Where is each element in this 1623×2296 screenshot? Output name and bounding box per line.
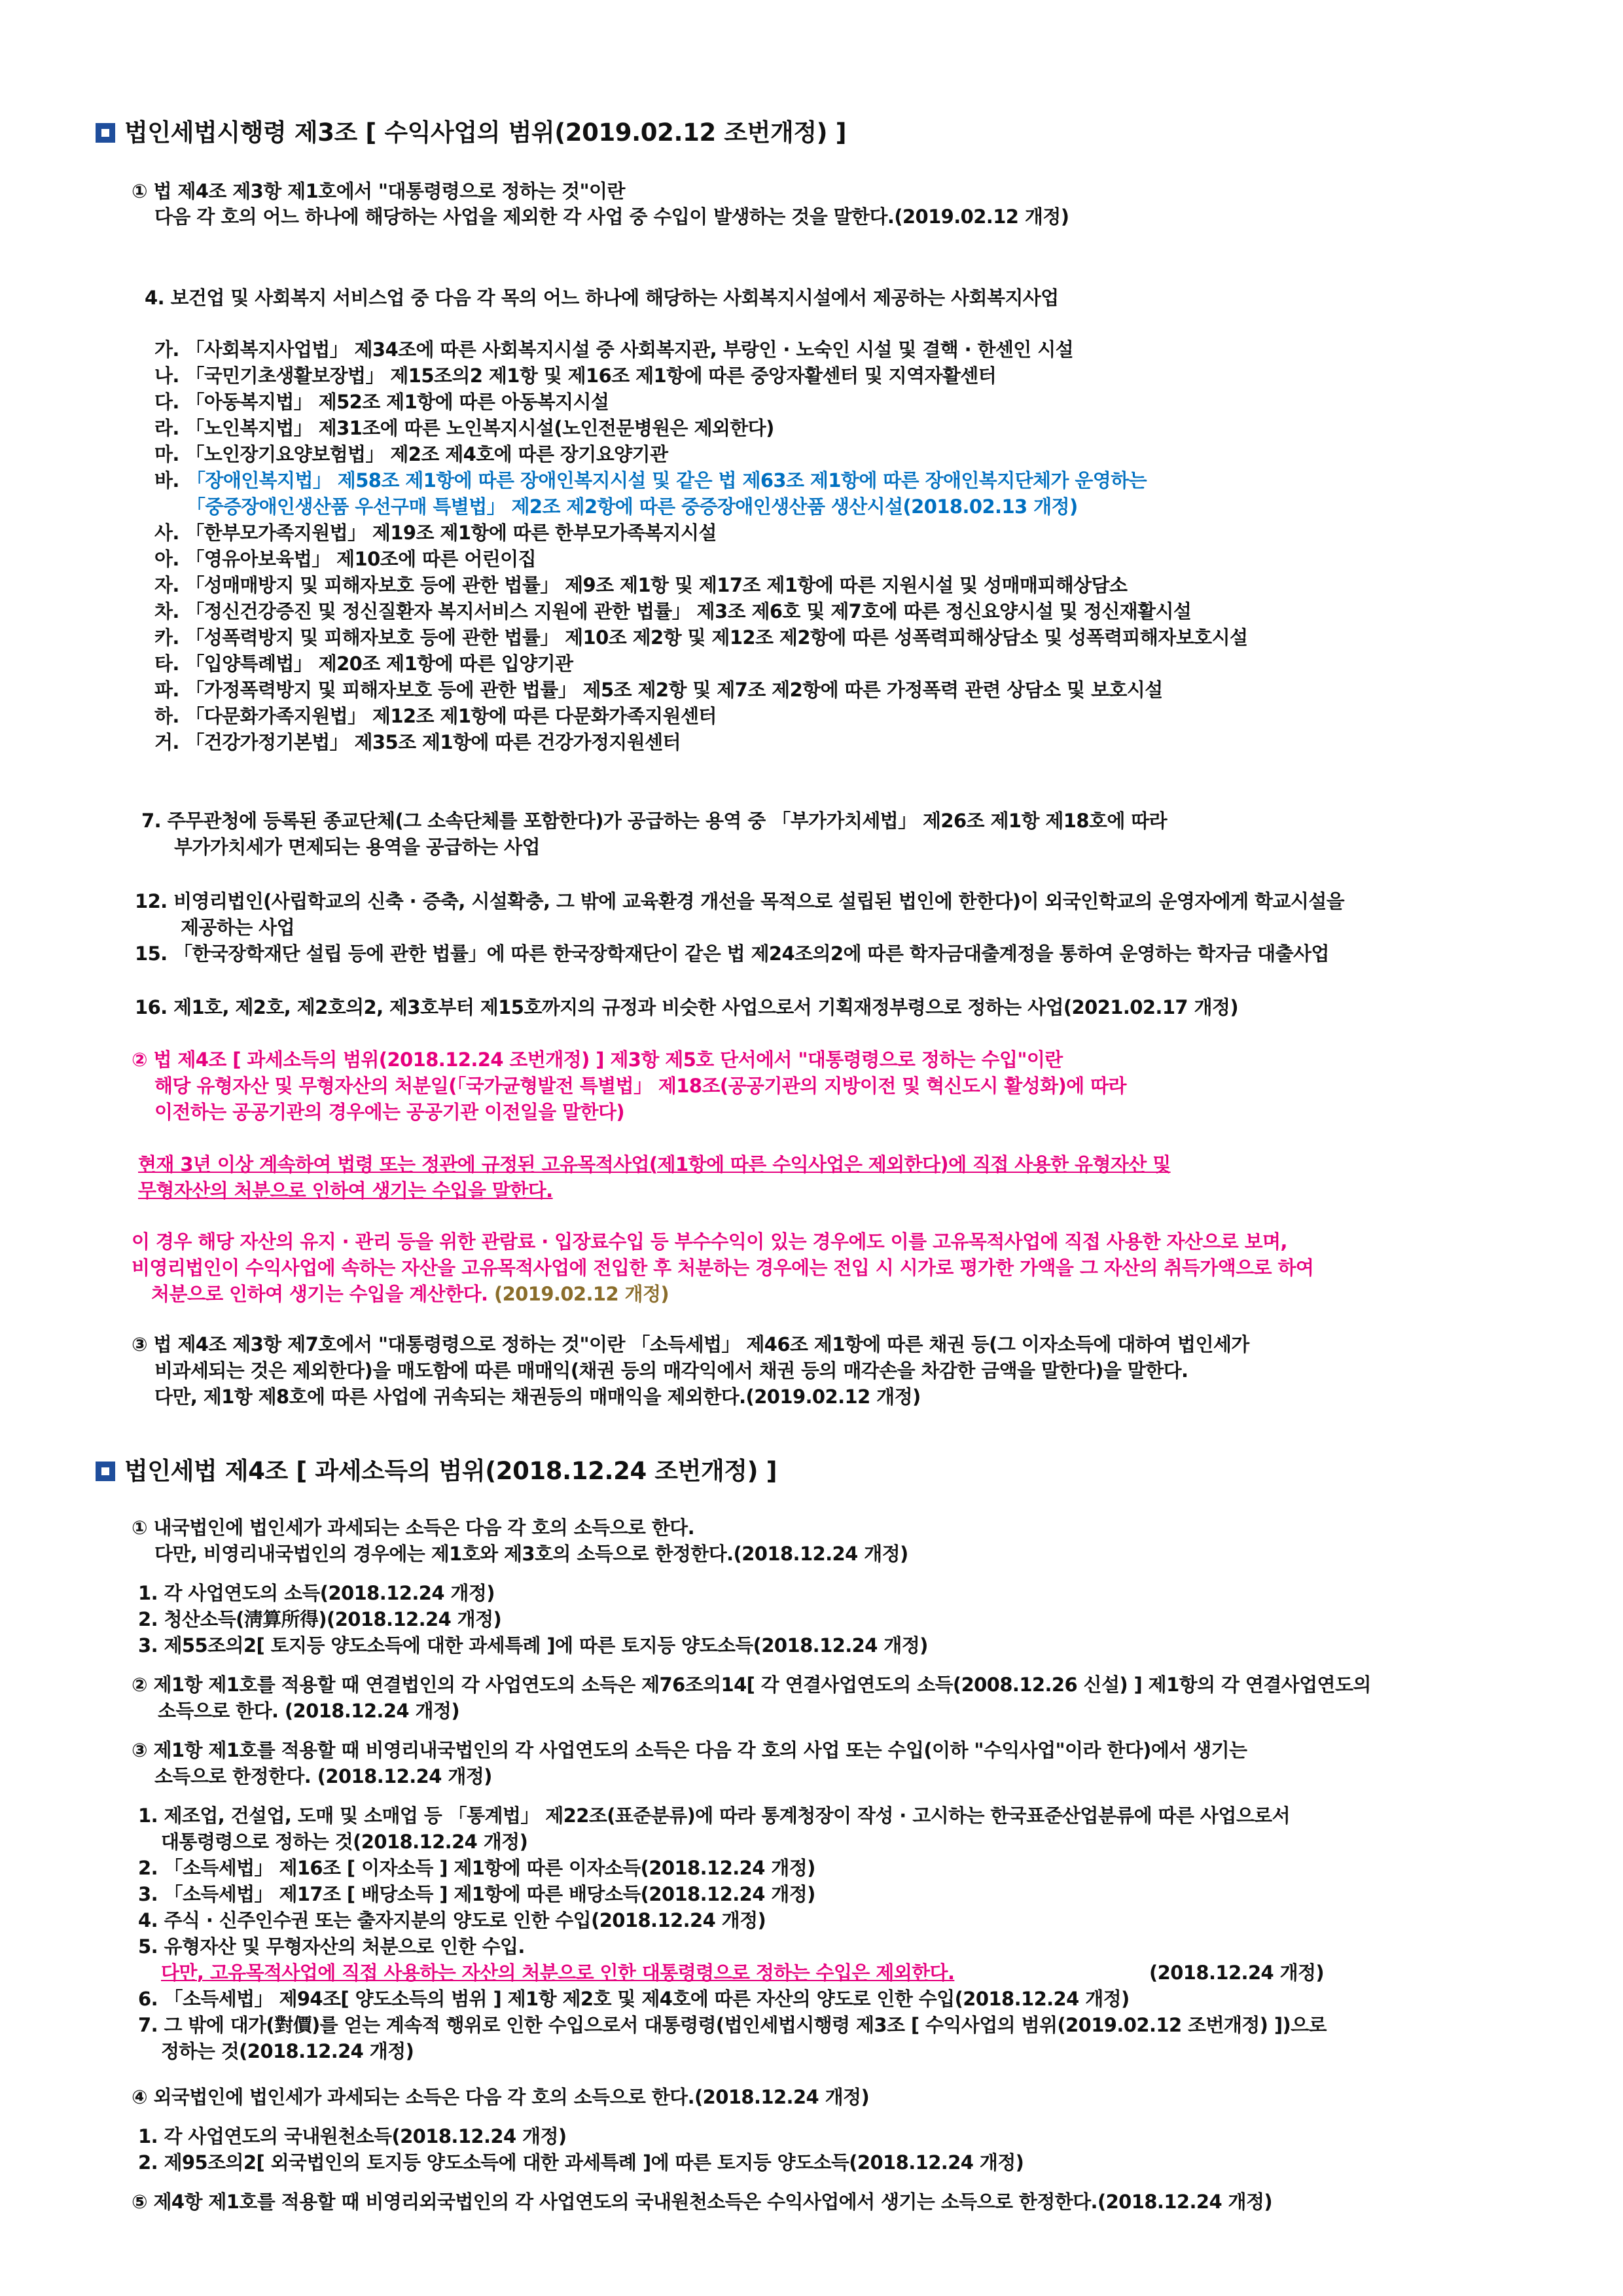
list-item: 7. 그 밖에 대가(對價)를 얻는 계속적 행위로 인한 수입으로서 대통령령(법인세법시행령 제3조 [ 수익사업의 범위(2019.02.12 조번개정) ])으로 (138, 2014, 1327, 2036)
paragraph-line: 비과세되는 것은 제외한다)을 매도함에 따른 매매익(채권 등의 매각익에서 채권 등의 매각손을 차감한 금액을 말한다)을 말한다. (154, 1359, 1188, 1382)
list-item: 4. 주식 · 신주인수권 또는 출자지분의 양도로 인한 수입(2018.12.24 개정) (138, 1909, 766, 1931)
list-item: 7. 주무관청에 등록된 종교단체(그 소속단체를 포함한다)가 공급하는 용역 중 「부가가치세법」 제26조 제1항 제18호에 따라 (141, 810, 1168, 832)
list-item: 아. 「영유아보육법」 제10조에 따른 어린이집 (154, 548, 536, 570)
list-item: 하. 「다문화가족지원법」 제12조 제1항에 따른 다문화가족지원센터 (154, 705, 717, 727)
paragraph-line: ③ 법 제4조 제3항 제7호에서 "대통령령으로 정하는 것"이란 「소득세법」 제46조 제1항에 따른 채권 등(그 이자소득에 대하여 법인세가 (132, 1333, 1249, 1355)
paragraph-line-highlight (151, 1282, 669, 1306)
list-item: 자. 「성매매방지 및 피해자보호 등에 관한 법률」 제9조 제1항 및 제17조 제1항에 따른 지원시설 및 성매매피해상담소 (154, 574, 1128, 596)
list-item: 제공하는 사업 (181, 916, 294, 939)
list-item: 파. 「가정폭력방지 및 피해자보호 등에 관한 법률」 제5조 제2항 및 제7조 제2항에 따른 가정폭력 관련 상담소 및 보호시설 (154, 679, 1163, 701)
paragraph-line-highlight: 이 경우 해당 자산의 유지 · 관리 등을 위한 관람료 · 입장료수입 등 부수수익이 있는 경우에도 이를 고유목적사업에 직접 사용한 자산으로 보며, (132, 1230, 1287, 1253)
list-item: 가. 「사회복지사업법」 제34조에 따른 사회복지시설 중 사회복지관, 부랑인 · 노숙인 시설 및 결핵 · 한센인 시설 (154, 338, 1074, 361)
list-item: 라. 「노인복지법」 제31조에 따른 노인복지시설(노인전문병원은 제외한다) (154, 417, 774, 439)
paragraph-line: 소득으로 한정한다. (2018.12.24 개정) (154, 1765, 492, 1787)
list-item: 15. 「한국장학재단 설립 등에 관한 법률」에 따른 한국장학재단이 같은 법 제24조의2에 따른 학자금대출계정을 통하여 운영하는 학자금 대출사업 (135, 942, 1329, 965)
list-item: 정하는 것(2018.12.24 개정) (161, 2040, 414, 2062)
section-bullet-icon (96, 123, 115, 143)
list-item: 1. 각 사업연도의 국내원천소득(2018.12.24 개정) (138, 2125, 567, 2147)
list-item: 나. 「국민기초생활보장법」 제15조의2 제1항 및 제16조 제1항에 따른 중앙자활센터 및 지역자활센터 (154, 365, 997, 387)
list-item: 3. 제55조의2[ 토지등 양도소득에 대한 과세특례 ]에 따른 토지등 양도소득(2018.12.24 개정) (138, 1634, 928, 1657)
list-item: 2. 「소득세법」 제16조 [ 이자소득 ] 제1항에 따른 이자소득(2018.12.24 개정) (138, 1857, 815, 1879)
paragraph-line-highlight: ② 법 제4조 [ 과세소득의 범위(2018.12.24 조번개정) ] 제3항 제5호 단서에서 "대통령령으로 정하는 수입"이란 (132, 1049, 1063, 1071)
list-item: 사. 「한부모가족지원법」 제19조 제1항에 따른 한부모가족복지시설 (154, 522, 717, 544)
section-heading: 법인세법 제4조 [ 과세소득의 범위(2018.12.24 조번개정) ] (124, 1457, 777, 1485)
list-item-highlight: 「장애인복지법」 제58조 제1항에 따른 장애인복지시설 및 같은 법 제63조 제1항에 따른 장애인복지단체가 운영하는 (187, 469, 1147, 492)
paragraph-line-highlight: 해당 유형자산 및 무형자산의 처분일(「국가균형발전 특별법」 제18조(공공기관의 지방이전 및 혁신도시 활성화)에 따라 (154, 1075, 1126, 1097)
list-item: 1. 각 사업연도의 소득(2018.12.24 개정) (138, 1582, 495, 1604)
list-item: 3. 「소득세법」 제17조 [ 배당소득 ] 제1항에 따른 배당소득(2018.12.24 개정) (138, 1883, 815, 1905)
list-item: 부가가치세가 면제되는 용역을 공급하는 사업 (174, 836, 540, 858)
list-item: 2. 청산소득(淸算所得)(2018.12.24 개정) (138, 1608, 502, 1630)
revision-date: (2018.12.24 개정) (1149, 1962, 1325, 1984)
list-item: 16. 제1호, 제2호, 제2호의2, 제3호부터 제15호까지의 규정과 비슷한 사업으로서 기획재정부령으로 정하는 사업(2021.02.17 개정) (135, 996, 1238, 1018)
paragraph-line: 소득으로 한다. (2018.12.24 개정) (158, 1700, 459, 1722)
paragraph-line-highlight: 비영리법인이 수익사업에 속하는 자산을 고유목적사업에 전입한 후 처분하는 경우에는 전입 시 시가로 평가한 가액을 그 자산의 취득가액으로 하여 (132, 1257, 1314, 1279)
paragraph-text: 처분으로 인하여 생기는 수입을 계산한다. (151, 1283, 488, 1305)
list-item-highlight: 「중증장애인생산품 우선구매 특별법」 제2조 제2항에 따른 중증장애인생산품 생산시설(2018.02.13 개정) (187, 495, 1078, 518)
list-item: 5. 유형자산 및 무형자산의 처분으로 인한 수입. (138, 1935, 525, 1958)
list-item: 차. 「정신건강증진 및 정신질환자 복지서비스 지원에 관한 법률」 제3조 제6호 및 제7호에 따른 정신요양시설 및 정신재활시설 (154, 600, 1192, 622)
list-item: 다. 「아동복지법」 제52조 제1항에 따른 아동복지시설 (154, 391, 609, 413)
paragraph-line: ② 제1항 제1호를 적용할 때 연결법인의 각 사업연도의 소득은 제76조의14[ 각 연결사업연도의 소득(2008.12.26 신설) ] 제1항의 각 연결사업연도의 (132, 1674, 1371, 1696)
paragraph-line: ① 법 제4조 제3항 제1호에서 "대통령령으로 정하는 것"이란 (132, 180, 625, 202)
paragraph-line: ⑤ 제4항 제1호를 적용할 때 비영리외국법인의 각 사업연도의 국내원천소득은 수익사업에서 생기는 소득으로 한정한다.(2018.12.24 개정) (132, 2191, 1273, 2213)
revision-date: (2019.02.12 개정) (493, 1283, 669, 1305)
list-item: 1. 제조업, 건설업, 도매 및 소매업 등 「통계법」 제22조(표준분류)에 따라 통계청장이 작성 · 고시하는 한국표준산업분류에 따른 사업으로서 (138, 1804, 1290, 1827)
paragraph-line: ① 내국법인에 법인세가 과세되는 소득은 다음 각 호의 소득으로 한다. (132, 1516, 695, 1539)
paragraph-line-underlined: 현재 3년 이상 계속하여 법령 또는 정관에 규정된 고유목적사업(제1항에 따른 수익사업은 제외한다)에 직접 사용한 유형자산 및 (138, 1153, 1171, 1175)
list-item: 2. 제95조의2[ 외국법인의 토지등 양도소득에 대한 과세특례 ]에 따른 토지등 양도소득(2018.12.24 개정) (138, 2151, 1024, 2174)
paragraph-line: 다만, 비영리내국법인의 경우에는 제1호와 제3호의 소득으로 한정한다.(2018.12.24 개정) (154, 1543, 908, 1565)
paragraph-line-underlined: 무형자산의 처분으로 인하여 생기는 수입을 말한다. (138, 1179, 553, 1202)
list-item: 카. 「성폭력방지 및 피해자보호 등에 관한 법률」 제10조 제2항 및 제12조 제2항에 따른 성폭력피해상담소 및 성폭력피해자보호시설 (154, 626, 1248, 649)
list-item: 6. 「소득세법」 제94조[ 양도소득의 범위 ] 제1항 제2호 및 제4호에 따른 자산의 양도로 인한 수입(2018.12.24 개정) (138, 1988, 1130, 2010)
list-item: 타. 「입양특례법」 제20조 제1항에 따른 입양기관 (154, 653, 573, 675)
paragraph-line: 다만, 제1항 제8호에 따른 사업에 귀속되는 채권등의 매매익을 제외한다.(2019.02.12 개정) (154, 1386, 921, 1408)
list-item-prefix: 바. (154, 469, 179, 492)
list-item: 거. 「건강가정기본법」 제35조 제1항에 따른 건강가정지원센터 (154, 731, 681, 753)
list-item: 4. 보건업 및 사회복지 서비스업 중 다음 각 목의 어느 하나에 해당하는 사회복지시설에서 제공하는 사회복지사업 (145, 287, 1059, 309)
section-bullet-icon (96, 1462, 115, 1481)
paragraph-line: 다음 각 호의 어느 하나에 해당하는 사업을 제외한 각 사업 중 수입이 발생하는 것을 말한다.(2019.02.12 개정) (154, 206, 1069, 228)
list-item: 12. 비영리법인(사립학교의 신축 · 증축, 시설확충, 그 밖에 교육환경 개선을 목적으로 설립된 법인에 한한다)이 외국인학교의 운영자에게 학교시설을 (135, 890, 1345, 912)
list-item: 마. 「노인장기요양보험법」 제2조 제4호에 따른 장기요양기관 (154, 443, 668, 465)
paragraph-line: ④ 외국법인에 법인세가 과세되는 소득은 다음 각 호의 소득으로 한다.(2018.12.24 개정) (132, 2086, 870, 2108)
list-item: 대통령령으로 정하는 것(2018.12.24 개정) (161, 1831, 528, 1853)
paragraph-line-highlight: 이전하는 공공기관의 경우에는 공공기관 이전일을 말한다) (154, 1101, 625, 1123)
paragraph-line: ③ 제1항 제1호를 적용할 때 비영리내국법인의 각 사업연도의 소득은 다음 각 호의 사업 또는 수입(이하 "수익사업"이라 한다)에서 생기는 (132, 1739, 1247, 1761)
list-item-note-underlined: 다만, 고유목적사업에 직접 사용하는 자산의 처분으로 인한 대통령령으로 정하는 수입은 제외한다. (161, 1962, 955, 1984)
section-heading: 법인세법시행령 제3조 [ 수익사업의 범위(2019.02.12 조번개정) ] (124, 118, 847, 147)
